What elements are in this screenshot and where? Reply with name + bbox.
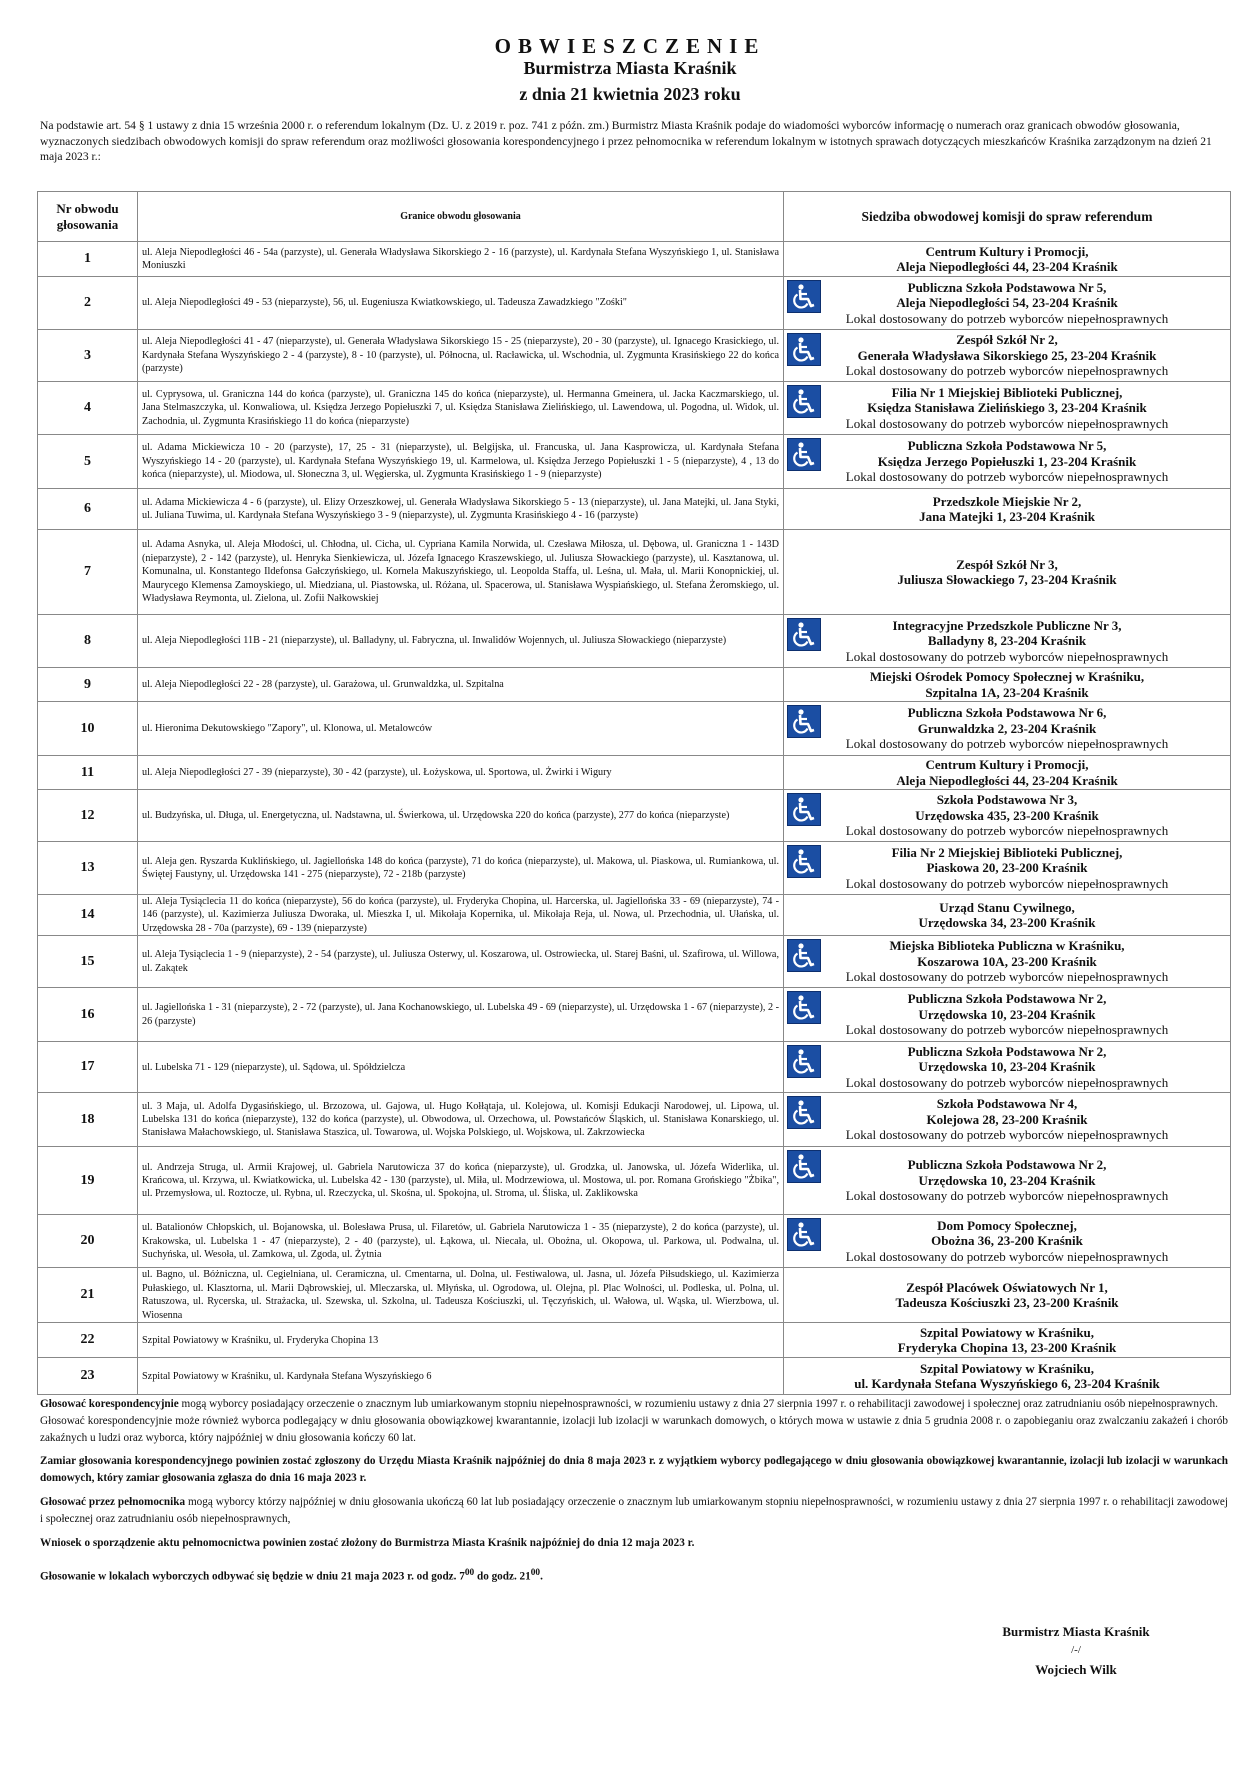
commission-address: Obożna 36, 23-200 Kraśnik [931,1233,1083,1249]
commission-name: Publiczna Szkoła Podstawowa Nr 6, [907,705,1107,721]
wheelchair-accessibility-icon [787,1150,821,1183]
commission-seat [784,242,1231,277]
precinct-boundaries: Szpital Powiatowy w Kraśniku, ul. Kardynała Stefana Wyszyńskiego 6 [138,1358,784,1395]
commission-seat [784,489,1231,530]
table-row [38,530,1231,615]
footer-text: Zamiar głosowania korespondencyjnego powinien zostać zgłoszony do Urzędu Miasta Kraśnik najpóźniej do dnia 8 maja 2023 r. z wyjątkiem wyborcy podlegającego w dniu głosowania obowiązkowej kwarantannie, izolacji lub izolacji w warunkach domowych, który zamiar głosowania zgłasza do dnia 16 maja 2023 r. [40,1455,1228,1485]
accessibility-note: Lokal dostosowany do potrzeb wyborców niepełnosprawnych [845,469,1169,485]
header-precinct-number: Nr obwodu głosowania [38,192,138,242]
commission-address: Urzędowska 34, 23-200 Kraśnik [918,915,1096,931]
commission-seat [784,936,1231,988]
footer-paragraph [40,1494,1228,1528]
table-row [38,489,1231,530]
commission-name: Dom Pomocy Społecznej, [937,1217,1077,1233]
commission-address: Aleja Niepodległości 44, 23-204 Kraśnik [896,772,1118,788]
document-title: OBWIESZCZENIE [494,34,766,58]
wheelchair-accessibility-icon [787,939,821,972]
commission-address: Urzędowska 10, 23-204 Kraśnik [918,1059,1096,1075]
table-header-row [38,192,1231,242]
precinct-number: 1 [38,242,138,277]
wheelchair-accessibility-icon [787,618,821,651]
accessibility-note: Lokal dostosowany do potrzeb wyborców niepełnosprawnych [845,969,1169,985]
wheelchair-accessibility-icon [787,1045,821,1078]
precinct-number: 4 [38,382,138,435]
precinct-number: 8 [38,615,138,668]
commission-seat [784,1093,1231,1147]
accessibility-note: Lokal dostosowany do potrzeb wyborców niepełnosprawnych [845,1188,1169,1204]
precinct-boundaries: ul. Aleja Tysiąclecia 11 do końca (nieparzyste), 56 do końca (parzyste), ul. Fryderyka Chopina, ul. Harcerska, ul. Jagiellońska 33 - 69 (nieparzyste), 74 - 146 (parzyste), ul. Kazimierza Juliusza Dworaka, ul. Mieszka I, ul. Mikołaja Kopernika, ul. Mikołaja Reja, ul. Nowa, ul. Przechodnia, ul. Ułańska, ul. Urzędowska 28 - 70a (parzyste), 69 - 139 (nieparzyste) [138,895,784,936]
commission-address: Urzędowska 435, 23-200 Kraśnik [915,807,1099,823]
commission-name: Miejska Biblioteka Publiczna w Kraśniku, [889,938,1125,954]
table-row [38,615,1231,668]
commission-address: Jana Matejki 1, 23-204 Kraśnik [919,509,1095,524]
commission-address: Tadeusza Kościuszki 23, 23-200 Kraśnik [895,1295,1119,1311]
commission-name: Szpital Powiatowy w Kraśniku, [919,1360,1095,1376]
commission-address: ul. Kardynała Stefana Wyszyńskiego 6, 23-204 Kraśnik [854,1376,1160,1392]
commission-address: Aleja Niepodległości 44, 23-204 Kraśnik [896,259,1118,274]
footer-text: Głosować korespondencyjnie może również wyborca podlegający w dniu głosowania obowiązkowej kwarantannie, izolacji lub izolacji w warunkach domowych, o których mowa w ustawie z dnia 5 grudnia 2008 r. o zapobieganiu oraz zwalczaniu zakażeń i chorób zakaźnych u ludzi oraz wyborca, który najpóźniej w dniu głosowania kończy 60 lat. [40,1414,1228,1444]
commission-seat [784,988,1231,1042]
start-minutes: 00 [464,1568,475,1579]
commission-name: Publiczna Szkoła Podstawowa Nr 2, [907,1157,1107,1173]
commission-seat [784,1042,1231,1093]
commission-address: Szpitalna 1A, 23-204 Kraśnik [925,684,1089,700]
precinct-boundaries: ul. Cyprysowa, ul. Graniczna 144 do końca (parzyste), ul. Graniczna 145 do końca (nieparzyste), ul. Hermanna Gmeinera, ul. Jacka Kaczmarskiego, ul. Jana Stelmaszczyka, ul. Konwaliowa, ul. Księdza Jerzego Popiełuszki 7, ul. Księdza Stanisława Zielińskiego, ul. Lawendowa, ul. Pogodna, ul. Widok, ul. Zachodnia, ul. Zygmunta Krasińskiego 11 do końca (nieparzyste) [138,382,784,435]
precinct-number: 19 [38,1147,138,1215]
wheelchair-accessibility-icon [787,1218,821,1251]
footer-text: Głosować korespondencyjnie [40,1398,179,1410]
commission-seat [784,790,1231,842]
commission-name: Centrum Kultury i Promocji, [925,243,1089,259]
precinct-boundaries: ul. Aleja Niepodległości 11B - 21 (nieparzyste), ul. Balladyny, ul. Fabryczna, ul. Inwalidów Wojennych, ul. Juliusza Słowackiego (nieparzyste) [138,615,784,668]
commission-address: Aleja Niepodległości 54, 23-204 Kraśnik [896,295,1118,311]
accessibility-note: Lokal dostosowany do potrzeb wyborców niepełnosprawnych [845,310,1169,326]
commission-seat [784,1358,1231,1395]
commission-address: Urzędowska 10, 23-204 Kraśnik [918,1172,1096,1188]
table-row [38,1042,1231,1093]
commission-name: Szkoła Podstawowa Nr 3, [936,792,1078,808]
accessibility-note: Lokal dostosowany do potrzeb wyborców niepełnosprawnych [845,648,1169,664]
commission-seat [784,330,1231,382]
precinct-number: 22 [38,1323,138,1358]
footer-notes [40,1396,1228,1593]
precinct-boundaries: ul. Hieronima Dekutowskiego "Zapory", ul. Klonowa, ul. Metalowców [138,702,784,756]
commission-name: Zespół Szkół Nr 3, [956,556,1058,572]
table-row [38,435,1231,489]
precinct-number: 18 [38,1093,138,1147]
precinct-number: 15 [38,936,138,988]
wheelchair-accessibility-icon [787,705,821,738]
table-row [38,1093,1231,1147]
commission-name: Zespół Szkół Nr 2, [956,332,1058,348]
wheelchair-accessibility-icon [787,991,821,1024]
precinct-number: 13 [38,842,138,895]
document-issuer: Burmistrza Miasta Kraśnik [523,58,737,78]
commission-name: Publiczna Szkoła Podstawowa Nr 2, [907,1043,1107,1059]
commission-address: Urzędowska 10, 23-204 Kraśnik [918,1006,1096,1022]
commission-seat [784,277,1231,330]
footer-paragraph [40,1535,1228,1552]
commission-address: Piaskowa 20, 23-200 Kraśnik [926,860,1088,876]
table-row [38,1323,1231,1358]
precinct-boundaries: ul. Aleja Niepodległości 27 - 39 (nieparzyste), 30 - 42 (parzyste), ul. Łożyskowa, ul. Sportowa, ul. Żwirki i Wigury [138,756,784,790]
precinct-number: 3 [38,330,138,382]
precinct-boundaries: ul. Aleja Niepodległości 49 - 53 (nieparzyste), 56, ul. Eugeniusza Kwiatkowskiego, ul. Tadeusza Zawadzkiego "Zośki" [138,277,784,330]
commission-seat [784,702,1231,756]
precinct-number: 5 [38,435,138,489]
commission-name: Przedszkole Miejskie Nr 2, [932,493,1082,509]
commission-seat [784,895,1231,936]
table-row [38,988,1231,1042]
commission-address: Księdza Stanisława Zielińskiego 3, 23-204 Kraśnik [867,400,1147,416]
precinct-number: 2 [38,277,138,330]
table-row [38,1358,1231,1395]
commission-address: Grunwaldzka 2, 23-204 Kraśnik [917,720,1097,736]
precinct-number: 11 [38,756,138,790]
table-row [38,790,1231,842]
commission-name: Publiczna Szkoła Podstawowa Nr 5, [907,279,1107,295]
accessibility-note: Lokal dostosowany do potrzeb wyborców niepełnosprawnych [845,875,1169,891]
commission-seat [784,530,1231,615]
table-row [38,382,1231,435]
precinct-number: 14 [38,895,138,936]
commission-name: Integracyjne Przedszkole Publiczne Nr 3, [892,617,1122,633]
precinct-number: 6 [38,489,138,530]
commission-name: Centrum Kultury i Promocji, [925,757,1089,772]
table-row [38,1268,1231,1323]
wheelchair-accessibility-icon [787,845,821,878]
wheelchair-accessibility-icon [787,385,821,418]
commission-name: Urząd Stanu Cywilnego, [939,899,1075,915]
precinct-number: 12 [38,790,138,842]
accessibility-note: Lokal dostosowany do potrzeb wyborców niepełnosprawnych [845,363,1169,379]
precinct-boundaries: ul. Adama Mickiewicza 10 - 20 (parzyste), 17, 25 - 31 (nieparzyste), ul. Belgijska, ul. Francuska, ul. Jana Kasprowicza, ul. Kardynała Stefana Wyszyńskiego 14 - 20 (parzyste), ul. Kardynała Stefana Wyszyńskiego 19, ul. Karmelowa, ul. Księdza Jerzego Popiełuszki 1 - 5 (nieparzyste), 4 , 13 do końca (nieparzyste), ul. Miodowa, ul. Słoneczna 3, ul. Węgierska, ul. Zygmunta Krasińskiego 1 - 9 (nieparzyste) [138,435,784,489]
precinct-number: 16 [38,988,138,1042]
commission-address: Balladyny 8, 23-204 Kraśnik [927,633,1087,649]
table-row [38,330,1231,382]
commission-name: Publiczna Szkoła Podstawowa Nr 5, [907,438,1107,454]
precinct-boundaries: ul. Adama Asnyka, ul. Aleja Młodości, ul. Chłodna, ul. Cicha, ul. Cypriana Kamila Norwida, ul. Czesława Miłosza, ul. Dębowa, ul. Graniczna 1 - 143D (nieparzyste), 2 - 142 (parzyste), ul. Henryka Sienkiewicza, ul. Józefa Ignacego Kraszewskiego, ul. Juliusza Słowackiego (parzyste), ul. Kasztanowa, ul. Komunalna, ul. Konstantego Ildefonsa Gałczyńskiego, ul. Kornela Makuszyńskiego, ul. Leopolda Staffa, ul. Leśna, ul. Mała, ul. Marii Konopnickiej, ul. Maurycego Klemensa Zamoyskiego, ul. Miedziana, ul. Piastowska, ul. Różana, ul. Spacerowa, ul. Stanisława Wyspiańskiego, ul. Stefana Żeromskiego, ul. Władysława Reymonta, ul. Zielona, ul. Zofii Nałkowskiej [138,530,784,615]
precinct-boundaries: ul. Batalionów Chłopskich, ul. Bojanowska, ul. Bolesława Prusa, ul. Filaretów, ul. Gabriela Narutowicza 1 - 35 (nieparzyste), 2 do końca (parzyste), ul. Krakowska, ul. Lubelska 1 - 47 (nieparzyste), 2 - 40 (parzyste), ul. Łąkowa, ul. Niecała, ul. Obożna, ul. Okopowa, ul. Parkowa, ul. Podwalna, ul. Suchyńska, ul. Wesoła, ul. Zamkowa, ul. Zgoda, ul. Żytnia [138,1215,784,1268]
header-boundaries: Granice obwodu głosowania [138,192,784,242]
table-row [38,702,1231,756]
table-row [38,668,1231,702]
intro-paragraph: Na podstawie art. 54 § 1 ustawy z dnia 15 września 2000 r. o referendum lokalnym (Dz. U. z 2019 r. poz. 741 z późn. zm.) Burmistrz Miasta Kraśnik podaje do wiadomości wyborców informację o numerach oraz granicach obwodów głosowania, wyznaczonych siedzibach obwodowych komisji do spraw referendum oraz możliwości głosowania korespondencyjnego i przez pełnomocnika w referendum lokalnym w istotnych sprawach dotyczących mieszkańców Kraśnika zarządzonym na dzień 21 maja 2023 r.: [40,119,1212,163]
commission-address: Koszarowa 10A, 23-200 Kraśnik [917,953,1097,969]
commission-seat [784,1147,1231,1215]
precinct-number: 9 [38,668,138,702]
precinct-boundaries: ul. 3 Maja, ul. Adolfa Dygasińskiego, ul. Brzozowa, ul. Gajowa, ul. Hugo Kołłątaja, ul. Kolejowa, ul. Komisji Edukacji Narodowej, ul. Lipowa, ul. Lubelska 131 do końca (nieparzyste), 132 do końca (parzyste), ul. Obwodowa, ul. Orzechowa, ul. Powstańców Śląskich, ul. Stanisława Konarskiego, ul. Stanisława Małachowskiego, ul. Stanisława Staszica, ul. Towarowa, ul. Wojska Polskiego, ul. Wojskowa, ul. Zakrzowiecka [138,1093,784,1147]
commission-name: Zespół Placówek Oświatowych Nr 1, [906,1279,1108,1295]
wheelchair-accessibility-icon [787,438,821,471]
accessibility-note: Lokal dostosowany do potrzeb wyborców niepełnosprawnych [845,1127,1169,1143]
accessibility-note: Lokal dostosowany do potrzeb wyborców niepełnosprawnych [845,1074,1169,1090]
footer-text: Głosować przez pełnomocnika [40,1495,186,1508]
commission-seat [784,382,1231,435]
commission-seat [784,615,1231,668]
precinct-number: 7 [38,530,138,615]
voting-hours-text: Głosowanie w lokalach wyborczych odbywać się będzie w dniu 21 maja 2023 r. od godz. 7 [40,1571,465,1584]
commission-name: Szpital Powiatowy w Kraśniku, [919,1324,1095,1340]
precinct-boundaries: ul. Jagiellońska 1 - 31 (nieparzyste), 2 - 72 (parzyste), ul. Jana Kochanowskiego, ul. Lubelska 49 - 69 (nieparzyste), ul. Urzędowska 1 - 67 (nieparzyste), 2 - 26 (parzyste) [138,988,784,1042]
precinct-boundaries: ul. Aleja Tysiąclecia 1 - 9 (nieparzyste), 2 - 54 (parzyste), ul. Juliusza Osterwy, ul. Koszarowa, ul. Ostrowiecka, ul. Starej Baśni, ul. Szafirowa, ul. Willowa, ul. Zakątek [138,936,784,988]
voting-hours-text: do godz. 21 [474,1571,531,1584]
commission-seat [784,668,1231,702]
accessibility-note: Lokal dostosowany do potrzeb wyborców niepełnosprawnych [845,823,1169,839]
precinct-boundaries: Szpital Powiatowy w Kraśniku, ul. Fryderyka Chopina 13 [138,1323,784,1358]
commission-name: Filia Nr 1 Miejskiej Biblioteki Publicznej, [891,384,1123,400]
commission-seat [784,842,1231,895]
commission-seat [784,1268,1231,1323]
table-row [38,842,1231,895]
commission-address: Kolejowa 28, 23-200 Kraśnik [926,1111,1088,1127]
commission-address: Księdza Jerzego Popiełuszki 1, 23-204 Kraśnik [877,453,1137,469]
commission-address: Fryderyka Chopina 13, 23-200 Kraśnik [897,1340,1117,1356]
signature-mark: /-/ [1071,1644,1081,1656]
precinct-boundaries: ul. Aleja Niepodległości 46 - 54a (parzyste), ul. Generała Władysława Sikorskiego 2 - 16 (parzyste), ul. Kardynała Stefana Wyszyńskiego 1, ul. Stanisława Moniuszki [138,242,784,277]
precinct-number: 23 [38,1358,138,1395]
accessibility-note: Lokal dostosowany do potrzeb wyborców niepełnosprawnych [845,1248,1169,1264]
document-date: z dnia 21 kwietnia 2023 roku [519,84,741,104]
voting-hours [40,1565,1228,1586]
table-row [38,756,1231,790]
precincts-table [37,191,1231,1395]
precinct-boundaries: ul. Adama Mickiewicza 4 - 6 (parzyste), ul. Elizy Orzeszkowej, ul. Generała Władysława Sikorskiego 5 - 13 (nieparzyste), ul. Jana Matejki, ul. Jana Styki, ul. Juliana Tuwima, ul. Kardynała Stefana Wyszyńskiego 3 - 9 (nieparzyste), ul. Zygmunta Krasińskiego 4 - 16 (parzyste) [138,489,784,530]
precinct-boundaries: ul. Lubelska 71 - 129 (nieparzyste), ul. Sądowa, ul. Spółdzielcza [138,1042,784,1093]
precinct-boundaries: ul. Aleja Niepodległości 22 - 28 (parzyste), ul. Garażowa, ul. Grunwaldzka, ul. Szpitalna [138,668,784,702]
precinct-boundaries: ul. Aleja gen. Ryszarda Kuklińskiego, ul. Jagiellońska 148 do końca (parzyste), 71 do końca (nieparzyste), ul. Makowa, ul. Piaskowa, ul. Rumiankowa, ul. Świętej Faustyny, ul. Urzędowska 141 - 275 (nieparzyste), 72 - 218b (parzyste) [138,842,784,895]
precinct-boundaries: ul. Andrzeja Struga, ul. Armii Krajowej, ul. Gabriela Narutowicza 37 do końca (nieparzyste), ul. Grodzka, ul. Janowska, ul. Józefa Widerlika, ul. Krańcowa, ul. Krzywa, ul. Kwiatkowicka, ul. Lubelska 42 - 130 (parzyste), ul. Miła, ul. Modrzewiowa, ul. Mostowa, ul. por. Romana Grońskiego "Żbika", ul. Przemysłowa, ul. Roztocze, ul. Rybna, ul. Rzeczycka, ul. Skośna, ul. Spokojna, ul. Stroma, ul. Śliska, ul. Zaklikowska [138,1147,784,1215]
accessibility-note: Lokal dostosowany do potrzeb wyborców niepełnosprawnych [845,736,1169,752]
precinct-number: 21 [38,1268,138,1323]
footer-paragraph [40,1396,1228,1446]
signatory-name: Wojciech Wilk [1035,1662,1117,1677]
commission-name: Szkoła Podstawowa Nr 4, [936,1096,1078,1112]
commission-name: Filia Nr 2 Miejskiej Biblioteki Publicznej, [891,844,1123,860]
table-row [38,936,1231,988]
precinct-number: 10 [38,702,138,756]
footer-text: Wniosek o sporządzenie aktu pełnomocnictwa powinien zostać złożony do Burmistrza Miasta Kraśnik najpóźniej do dnia 12 maja 2023 r. [40,1536,695,1549]
wheelchair-accessibility-icon [787,793,821,826]
commission-address: Juliusza Słowackiego 7, 23-204 Kraśnik [897,572,1117,587]
commission-name: Publiczna Szkoła Podstawowa Nr 2, [907,991,1107,1007]
precinct-number: 20 [38,1215,138,1268]
commission-seat [784,1215,1231,1268]
commission-name: Miejski Ośrodek Pomocy Społecznej w Kraśniku, [869,669,1145,684]
precinct-boundaries: ul. Bagno, ul. Bóżniczna, ul. Cegielniana, ul. Ceramiczna, ul. Cmentarna, ul. Dolna, ul. Festiwalowa, ul. Jasna, ul. Józefa Piłsudskiego, ul. Kazimierza Pułaskiego, ul. Klasztorna, ul. Marii Dąbrowskiej, ul. Mleczarska, ul. Młyńska, ul. Ogrodowa, ul. Olejna, pl. Plac Wolności, ul. Podleska, ul. Polna, ul. Ratuszowa, ul. Rycerska, ul. Strażacka, ul. Szewska, ul. Szkolna, ul. Tadeusza Kościuszki, ul. Tęczyńskich, ul. Wałowa, ul. Wąska, ul. Wierzbowa, ul. Wiosenna [138,1268,784,1323]
footer-text: mogą wyborcy posiadający orzeczenie o znacznym lub umiarkowanym stopniu niepełnosprawności, w rozumieniu ustawy z dnia 27 sierpnia 1997 r. o rehabilitacji zawodowej i społecznej oraz zatrudnianiu osób niepełnosprawnych. [178,1398,1218,1410]
table-row [38,1215,1231,1268]
wheelchair-accessibility-icon [787,1096,821,1129]
precinct-boundaries: ul. Budzyńska, ul. Długa, ul. Energetyczna, ul. Nadstawna, ul. Świerkowa, ul. Urzędowska 220 do końca (parzyste), 277 do końca (nieparzyste) [138,790,784,842]
accessibility-note: Lokal dostosowany do potrzeb wyborców niepełnosprawnych [845,415,1169,431]
footer-paragraph [40,1453,1228,1487]
commission-seat [784,1323,1231,1358]
end-minutes: 00 [530,1568,541,1579]
footer-text: mogą wyborcy którzy najpóźniej w dniu głosowania ukończą 60 lat lub posiadający orzeczenie o znacznym lub umiarkowanym stopniu niepełnosprawności, w rozumieniu ustawy z dnia 27 sierpnia 1997 r. o rehabilitacji zawodowej i społecznej oraz zatrudnianiu osób niepełnosprawnych, [40,1495,1228,1525]
accessibility-note: Lokal dostosowany do potrzeb wyborców niepełnosprawnych [845,1022,1169,1038]
signature-block [976,1622,1176,1679]
table-row [38,895,1231,936]
table-row [38,277,1231,330]
signatory-title: Burmistrz Miasta Kraśnik [1002,1624,1150,1639]
commission-seat [784,435,1231,489]
commission-address: Generała Władysława Sikorskiego 25, 23-204 Kraśnik [857,347,1157,363]
table-row [38,242,1231,277]
voting-hours-text: . [540,1571,543,1584]
header-commission-seat: Siedziba obwodowej komisji do spraw referendum [784,192,1231,242]
wheelchair-accessibility-icon [787,280,821,313]
precinct-number: 17 [38,1042,138,1093]
commission-seat [784,756,1231,790]
table-row [38,1147,1231,1215]
wheelchair-accessibility-icon [787,333,821,366]
precinct-boundaries: ul. Aleja Niepodległości 41 - 47 (nieparzyste), ul. Generała Władysława Sikorskiego 15 - 25 (nieparzyste), 20 - 30 (parzyste), ul. Ignacego Krasickiego, ul. Kardynała Stefana Wyszyńskiego 2 - 4 (parzyste), 8 - 10 (parzyste), ul. Północna, ul. Racławicka, ul. Wschodnia, ul. Zygmunta Krasińskiego 22 do końca (parzyste) [138,330,784,382]
